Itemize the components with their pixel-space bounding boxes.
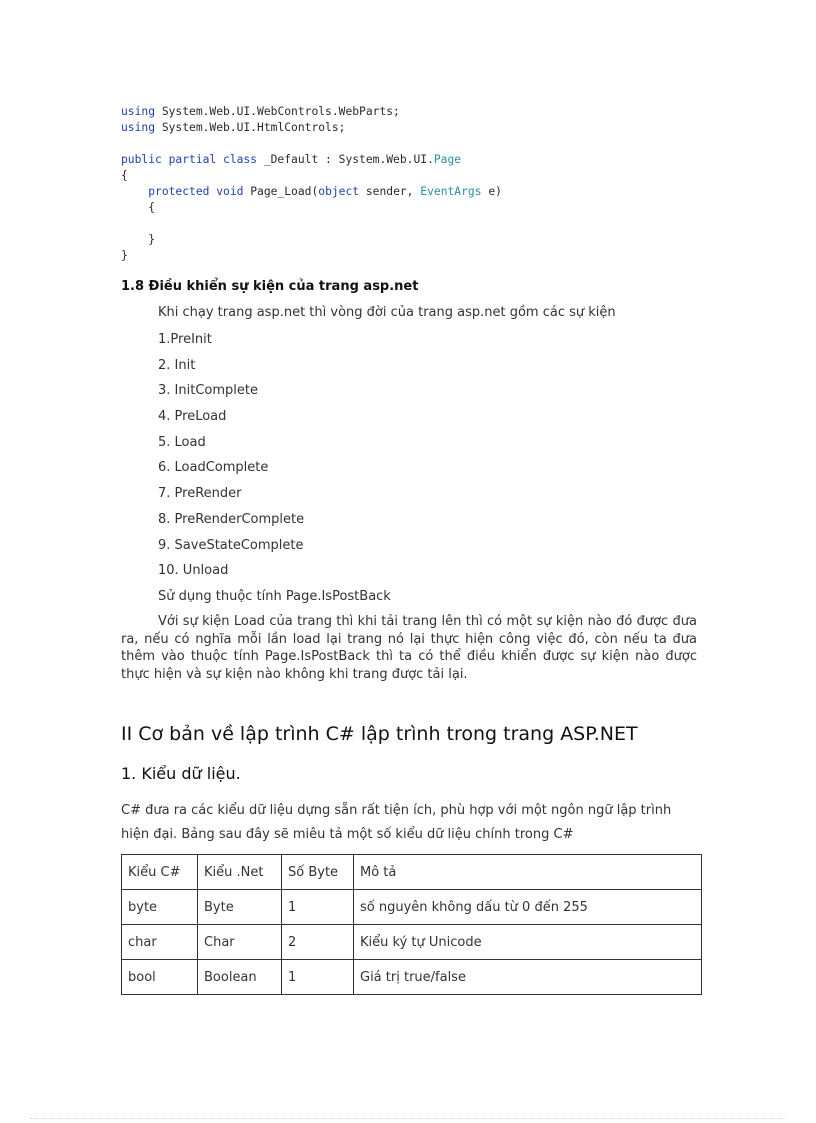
code-block bbox=[121, 104, 502, 264]
data-types-description: C# đưa ra các kiểu dữ liệu dựng sẵn rất tiện ích, phù hợp với một ngôn ngữ lập trình hiện đại. Bảng sau đây sẽ miêu tả một số kiểu dữ liệu chính trong C# bbox=[121, 803, 672, 842]
list-item: 3. InitComplete bbox=[158, 383, 258, 399]
code-line-blank bbox=[121, 216, 502, 232]
code-line-blank bbox=[121, 136, 502, 152]
list-item: 10. Unload bbox=[158, 563, 229, 579]
page-bottom-divider bbox=[30, 1118, 786, 1119]
table-cell: Byte bbox=[198, 890, 282, 925]
table-cell: char bbox=[122, 925, 198, 960]
table-cell: Giá trị true/false bbox=[354, 960, 702, 995]
table-row bbox=[122, 960, 702, 995]
table-header-row bbox=[122, 855, 702, 890]
list-item: 8. PreRenderComplete bbox=[158, 511, 305, 527]
code-line: using System.Web.UI.HtmlControls; bbox=[121, 121, 346, 134]
table-cell: Char bbox=[198, 925, 282, 960]
list-item: 5. Load bbox=[158, 434, 206, 450]
subheading-data-types: 1. Kiểu dữ liệu. bbox=[121, 764, 241, 783]
table-cell: số nguyên không dấu từ 0 đến 255 bbox=[354, 890, 702, 925]
list-item: 4. PreLoad bbox=[158, 409, 227, 425]
code-line: } bbox=[121, 233, 156, 246]
table-cell: bool bbox=[122, 960, 198, 995]
lifecycle-intro: Khi chạy trang asp.net thì vòng đời của trang asp.net gồm các sự kiện bbox=[158, 305, 616, 320]
list-item: 6. LoadComplete bbox=[158, 460, 269, 476]
ispostback-note: Sử dụng thuộc tính Page.IsPostBack bbox=[158, 589, 391, 604]
table-header-cell: Mô tả bbox=[354, 855, 702, 890]
event-list bbox=[158, 331, 304, 588]
data-types-table bbox=[121, 854, 702, 995]
list-item: 9. SaveStateComplete bbox=[158, 537, 304, 553]
table-row bbox=[122, 890, 702, 925]
code-line: public partial class _Default : System.Web.UI.Page bbox=[121, 153, 462, 166]
section-heading-1-8: 1.8 Điều khiển sự kiện của trang asp.net bbox=[121, 279, 419, 294]
code-line: protected void Page_Load(object sender, EventArgs e) bbox=[148, 185, 502, 198]
table-header-cell: Số Byte bbox=[282, 855, 354, 890]
list-item: 7. PreRender bbox=[158, 486, 242, 502]
code-line: } bbox=[121, 249, 128, 262]
list-item: 1.PreInit bbox=[158, 332, 212, 347]
code-line: { bbox=[121, 169, 128, 182]
table-cell: 1 bbox=[282, 890, 354, 925]
code-line: { bbox=[121, 201, 156, 214]
table-header-cell: Kiểu C# bbox=[122, 855, 198, 890]
table-header-cell: Kiểu .Net bbox=[198, 855, 282, 890]
load-paragraph: Với sự kiện Load của trang thì khi tải trang lên thì có một sự kiện nào đó được đưa ra, nếu có nghĩa mỗi lần load lại trang nó lại thực hiện công việc đó, còn nếu ta đưa thêm vào thuộc tính Page.IsPostBack thì ta có thể điều khiển được sự kiện nào được thực hiện và sự kiện nào không khi trang được tải lại. bbox=[121, 614, 697, 682]
table-cell: Boolean bbox=[198, 960, 282, 995]
list-item: 2. Init bbox=[158, 357, 196, 373]
table-cell: 1 bbox=[282, 960, 354, 995]
table-cell: Kiểu ký tự Unicode bbox=[354, 925, 702, 960]
section-heading-ii: II Cơ bản về lập trình C# lập trình trong trang ASP.NET bbox=[121, 723, 638, 745]
table-row bbox=[122, 925, 702, 960]
code-line: using System.Web.UI.WebControls.WebParts; bbox=[121, 105, 400, 118]
table-cell: 2 bbox=[282, 925, 354, 960]
table-cell: byte bbox=[122, 890, 198, 925]
